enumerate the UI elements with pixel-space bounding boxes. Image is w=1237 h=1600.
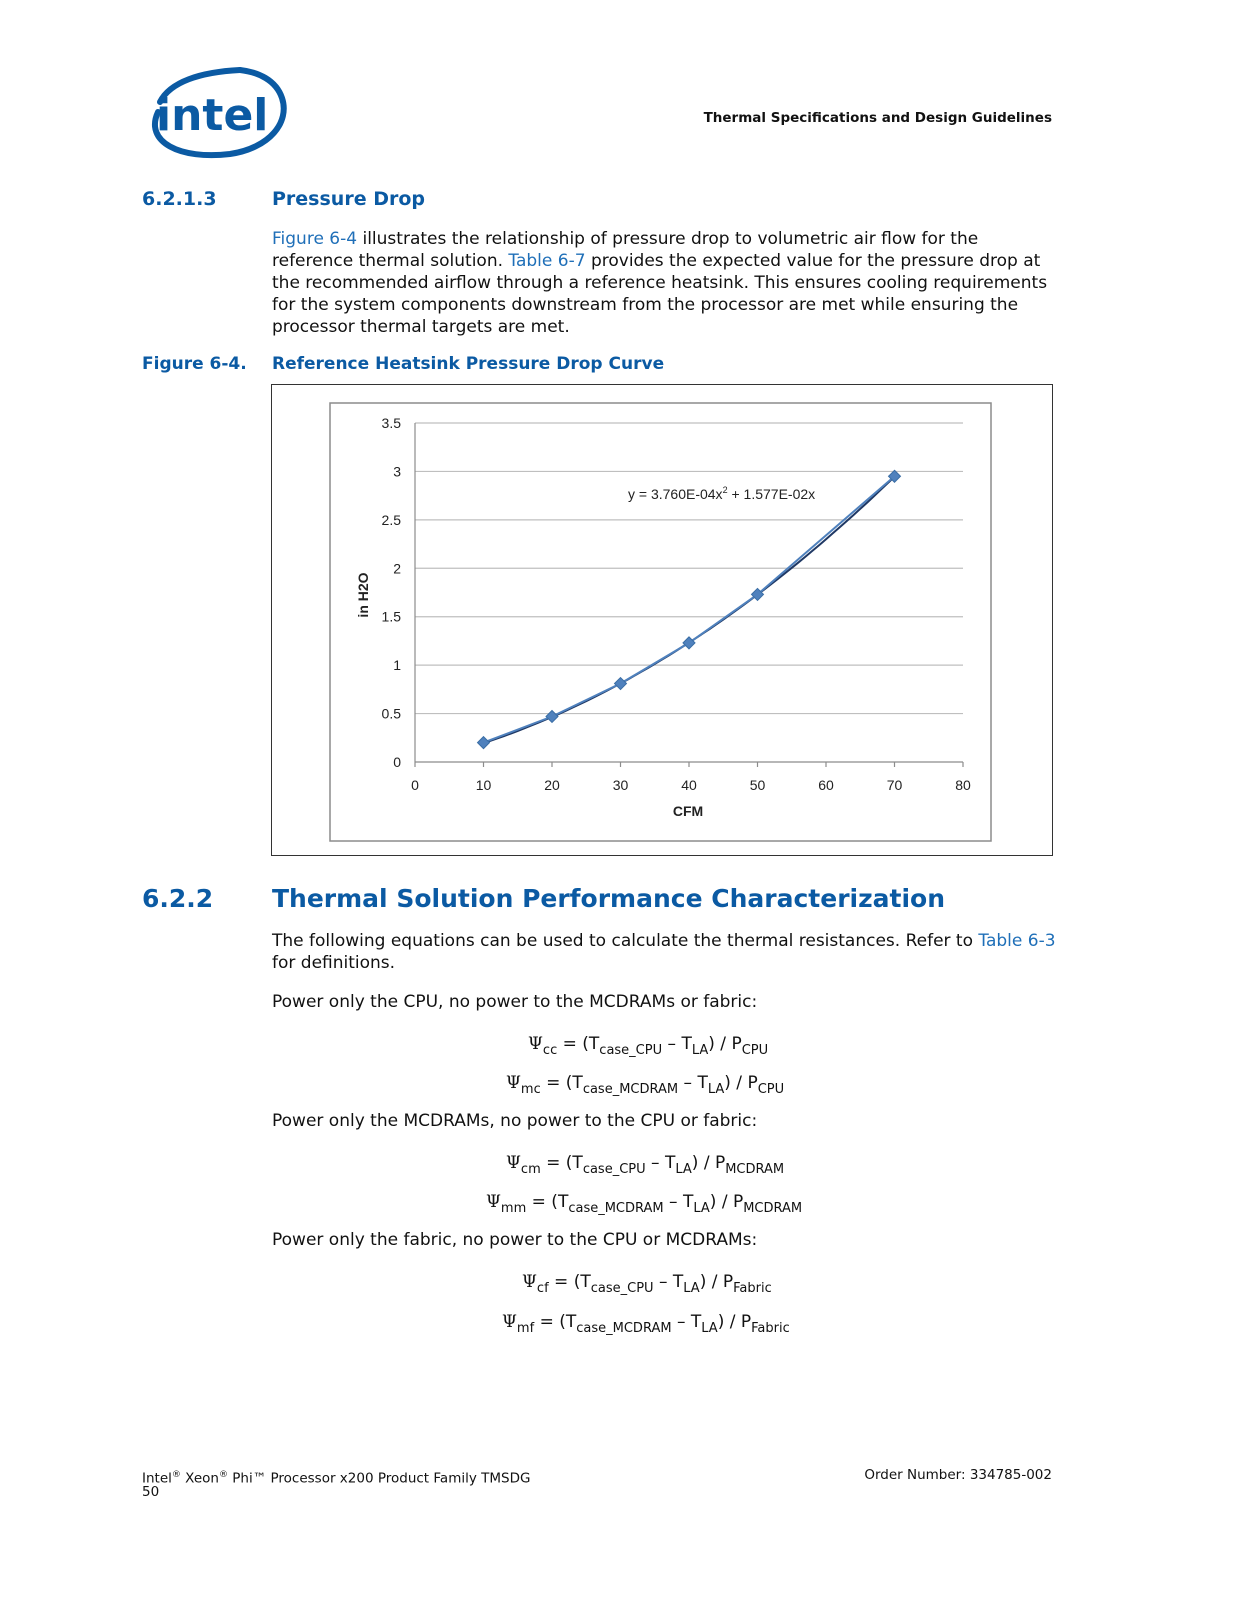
equation-psi-mc: $\Psi_{mc} = (T_{case\_MCDRAM} - T_{LA}) / P_{CPU}$ [506, 1073, 785, 1097]
logo-wordmark: intel [156, 90, 269, 141]
condition-cpu-only: Power only the CPU, no power to the MCDRAMs or fabric: [272, 992, 758, 1012]
equation-psi-mm: $\Psi_{mm} = (T_{case\_MCDRAM} - T_{LA}) / P_{MCDRAM}$ [486, 1192, 803, 1216]
y-tick-label: 2 [393, 560, 401, 577]
y-tick-label: 1.5 [381, 608, 401, 625]
equation-psi-cc: $\Psi_{cc} = (T_{case\_CPU} - T_{LA}) / P_{CPU}$ [528, 1034, 769, 1058]
paragraph-text: The following equations can be used to calculate the thermal resistances. Refer to [272, 931, 979, 951]
y-tick-label: 0.5 [381, 705, 401, 722]
table-link[interactable]: Table 6-7 [508, 251, 586, 271]
pressure-drop-paragraph [272, 228, 1062, 338]
x-tick-label: 10 [475, 777, 492, 793]
x-tick-label: 40 [681, 777, 697, 793]
y-tick-label: 3 [393, 463, 401, 480]
pressure-drop-chart [272, 385, 1054, 857]
footer-order-number: Order Number: 334785-002 [864, 1467, 1052, 1483]
intel-logo [140, 62, 290, 162]
equation-psi-cf: $\Psi_{cf} = (T_{case\_CPU} - T_{LA}) / P_{Fabric}$ [522, 1272, 772, 1296]
figure-number: Figure 6-4. [142, 354, 247, 374]
section-title: Pressure Drop [272, 188, 425, 210]
x-tick-label: 60 [818, 777, 834, 793]
thermal-resistance-paragraph [272, 930, 1062, 974]
x-tick-label: 80 [955, 777, 971, 793]
figure-frame [271, 384, 1053, 856]
x-tick-label: 50 [749, 777, 766, 793]
paragraph-text: provides the expected value for the pressure drop at the recommended airflow through a reference heatsink. This ensures cooling requirements for the system components downstream from the processor are met while ensuring the processor thermal targets are met. [272, 251, 1048, 337]
y-tick-label: 1 [393, 657, 401, 674]
x-tick-label: 0 [411, 777, 419, 793]
page-number: 50 [142, 1484, 160, 1500]
footer-product-name: Intel® Xeon® Phi™ Processor x200 Product Family TMSDG [142, 1470, 531, 1487]
paragraph-text: for definitions. [272, 953, 396, 973]
y-tick-label: 0 [393, 754, 401, 770]
y-axis-label: in H2O [355, 572, 371, 618]
paragraph-text: illustrates the relationship of pressure drop to volumetric air flow for the reference thermal solution. [272, 229, 979, 271]
section-number: 6.2.1.3 [142, 188, 217, 210]
y-tick-label: 2.5 [381, 511, 401, 528]
figure-title: Reference Heatsink Pressure Drop Curve [272, 354, 665, 374]
y-tick-label: 3.5 [381, 415, 401, 431]
chart-area [330, 403, 991, 841]
condition-mcdram-only: Power only the MCDRAMs, no power to the CPU or fabric: [272, 1111, 758, 1131]
x-tick-label: 20 [544, 777, 560, 793]
figure-link[interactable]: Figure 6-4 [272, 229, 358, 249]
section-number: 6.2.2 [142, 884, 214, 913]
x-tick-label: 70 [886, 777, 903, 793]
condition-fabric-only: Power only the fabric, no power to the CPU or MCDRAMs: [272, 1230, 758, 1250]
x-axis-label: CFM [672, 803, 704, 819]
x-tick-label: 30 [612, 777, 629, 793]
table-link[interactable]: Table 6-3 [978, 931, 1056, 951]
equation-psi-mf: $\Psi_{mf} = (T_{case\_MCDRAM} - T_{LA}) / P_{Fabric}$ [502, 1312, 790, 1336]
header-section-title: Thermal Specifications and Design Guidelines [703, 110, 1052, 126]
equation-psi-cm: $\Psi_{cm} = (T_{case\_CPU} - T_{LA}) / P_{MCDRAM}$ [506, 1153, 785, 1177]
section-title: Thermal Solution Performance Characterization [272, 884, 946, 913]
trendline-equation: $y = 3.760E-04x^2 + 1.577E-02x$ [628, 485, 816, 502]
